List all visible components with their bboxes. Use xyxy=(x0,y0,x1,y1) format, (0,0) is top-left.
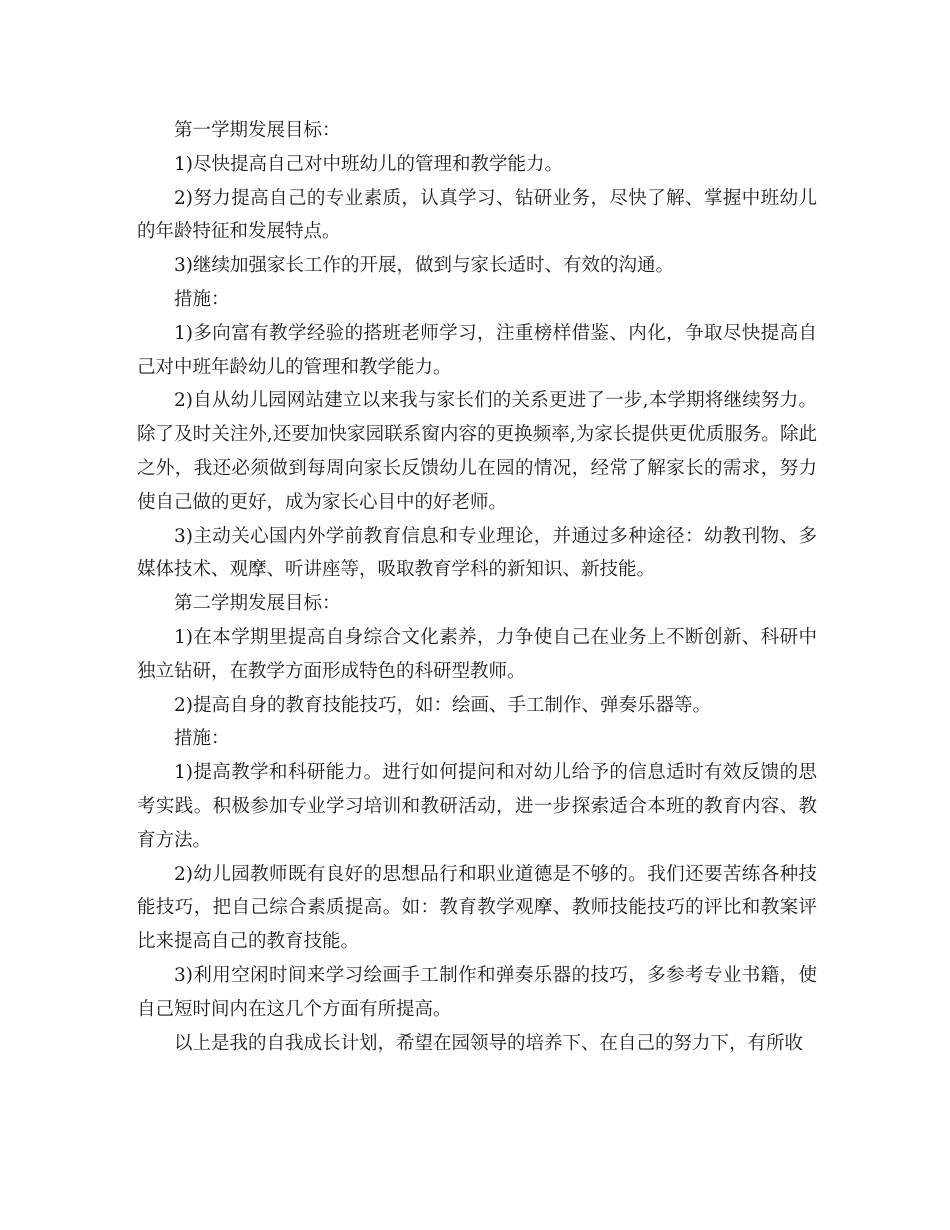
closing-paragraph: 以上是我的自我成长计划，希望在园领导的培养下、在自己的努力下，有所收 xyxy=(174,1032,804,1054)
goal-item: 1)尽快提高自己对中班幼儿的管理和教学能力。 xyxy=(174,153,563,175)
goal-item: 3)继续加强家长工作的开展，做到与家长适时、有效的沟通。 xyxy=(174,255,674,277)
goal-item: 2)努力提高自己的专业素质，认真学习、钻研业务，尽快了解、掌握中班幼儿的年龄特征和发展特点。 xyxy=(137,187,817,243)
measure-item: 1)多向富有教学经验的搭班老师学习，注重榜样借鉴、内化，争取尽快提高自己对中班年龄幼儿的管理和教学能力。 xyxy=(137,322,817,378)
heading-measures: 措施： xyxy=(174,288,230,310)
measure-item: 2)幼儿园教师既有良好的思想品行和职业道德是不够的。我们还要苦练各种技能技巧，把自己综合素质提高。如：教育教学观摩、教师技能技巧的评比和教案评比来提高自己的教育技能。 xyxy=(137,863,817,953)
measure-item: 3)主动关心国内外学前教育信息和专业理论，并通过多种途径：幼教刊物、多媒体技术、观摩、听讲座等，吸取教育学科的新知识、新技能。 xyxy=(137,525,817,581)
heading-measures: 措施： xyxy=(174,728,230,750)
measure-item: 2)自从幼儿园网站建立以来我与家长们的关系更进了一步,本学期将继续努力。除了及时关注外,还要加快家园联系窗内容的更换频率,为家长提供更优质服务。除此之外，我还必须做到每周向家长反馈幼儿在园的情况，经常了解家长的需求，努力使自己做的更好，成为家长心目中的好老师。 xyxy=(137,390,817,513)
goal-item: 2)提高自身的教育技能技巧，如：绘画、手工制作、弹奏乐器等。 xyxy=(174,694,711,716)
measure-item: 1)提高教学和科研能力。进行如何提问和对幼儿给予的信息适时有效反馈的思考实践。积极参加专业学习培训和教研活动，进一步探索适合本班的教育内容、教育方法。 xyxy=(137,762,817,851)
goal-item: 1)在本学期里提高自身综合文化素养，力争使自己在业务上不断创新、科研中独立钻研，在教学方面形成特色的科研型教师。 xyxy=(137,626,817,682)
document-body xyxy=(137,114,817,1060)
heading-semester-one-goals: 第一学期发展目标： xyxy=(174,120,341,141)
heading-semester-two-goals: 第二学期发展目标： xyxy=(174,593,341,615)
measure-item: 3)利用空闲时间来学习绘画手工制作和弹奏乐器的技巧，多参考专业书籍，使自己短时间内在这几个方面有所提高。 xyxy=(137,964,817,1020)
